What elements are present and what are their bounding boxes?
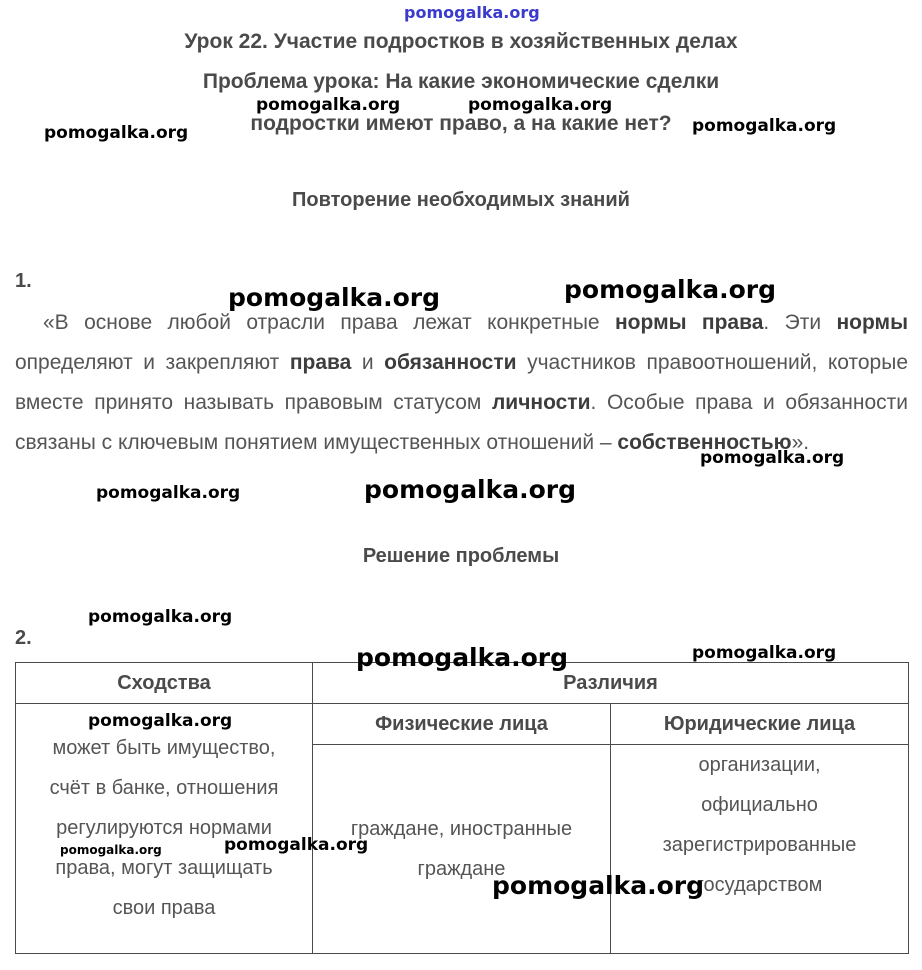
watermark: pomogalka.org — [404, 3, 540, 22]
text-part: ». — [791, 431, 810, 454]
text-part: . Эти — [763, 311, 837, 334]
watermark: pomogalka.org — [256, 95, 401, 115]
legal-entities-cell — [611, 745, 909, 954]
watermark: pomogalka.org — [692, 116, 837, 136]
task1-paragraph — [15, 303, 908, 463]
term-duties: обязанности — [384, 351, 517, 374]
task-number-1: 1. — [15, 270, 32, 292]
watermark: pomogalka.org — [492, 871, 705, 900]
watermark: pomogalka.org — [564, 275, 777, 304]
watermark: pomogalka.org — [88, 607, 233, 627]
watermark: pomogalka.org — [44, 123, 189, 143]
cell-line: счёт в банке, отношения — [49, 777, 279, 799]
cell-line: граждане — [417, 858, 506, 880]
term-property: собственностью — [617, 431, 792, 454]
header-legal-entities: Юридические лица — [611, 704, 909, 745]
watermark: pomogalka.org — [356, 643, 569, 672]
cell-line: организации, — [698, 754, 821, 776]
lesson-title: Урок 22. Участие подростков в хозяйственных делах — [184, 30, 738, 53]
term-norms: нормы — [836, 311, 908, 334]
term-rights: права — [289, 351, 352, 374]
term-norms-of-law: нормы права — [615, 311, 764, 334]
watermark: pomogalka.org — [228, 283, 441, 312]
section-heading-repeat: Повторение необходимых знаний — [292, 189, 630, 211]
cell-line: зарегистрированные — [662, 834, 857, 856]
watermark: pomogalka.org — [692, 643, 837, 663]
text-part: «В основе любой отрасли права лежат конкретные — [43, 311, 615, 334]
section-heading-solve: Решение проблемы — [362, 545, 560, 567]
header-individuals: Физические лица — [313, 704, 611, 745]
text-part: и — [351, 351, 385, 374]
cell-line: свои права — [112, 897, 216, 919]
cell-line: государством — [696, 874, 823, 896]
watermark: pomogalka.org — [88, 711, 233, 731]
similarities-cell — [16, 704, 313, 954]
task-number-2: 2. — [15, 627, 32, 649]
lesson-problem-line-2: подростки имеют право, а на какие нет? — [250, 112, 672, 135]
header-differences: Различия — [313, 663, 909, 704]
cell-line: регулируются нормами — [56, 817, 272, 839]
cell-line: официально — [701, 794, 818, 816]
watermark: pomogalka.org — [96, 483, 241, 503]
cell-line: права, могут защищать — [55, 857, 273, 879]
watermark: pomogalka.org — [224, 835, 369, 855]
cell-line: может быть имущество, — [52, 737, 276, 759]
watermark: pomogalka.org — [364, 475, 577, 504]
lesson-problem-line-1: Проблема урока: На какие экономические сделки — [202, 70, 720, 93]
comparison-table — [15, 662, 909, 954]
header-similarities: Сходства — [16, 663, 313, 704]
watermark: pomogalka.org — [468, 95, 613, 115]
text-part: определяют и закрепляют — [15, 351, 290, 374]
term-personality: личности — [491, 391, 591, 414]
watermark: pomogalka.org — [60, 843, 162, 857]
text-part: участников правоотношений, которые вместе принято называть правовым статусом — [15, 351, 909, 414]
cell-line: граждане, иностранные — [350, 818, 573, 840]
text-part: . Особые права и обязанности связаны с ключевым понятием имущественных отношений – — [15, 391, 908, 454]
watermark: pomogalka.org — [700, 448, 845, 468]
